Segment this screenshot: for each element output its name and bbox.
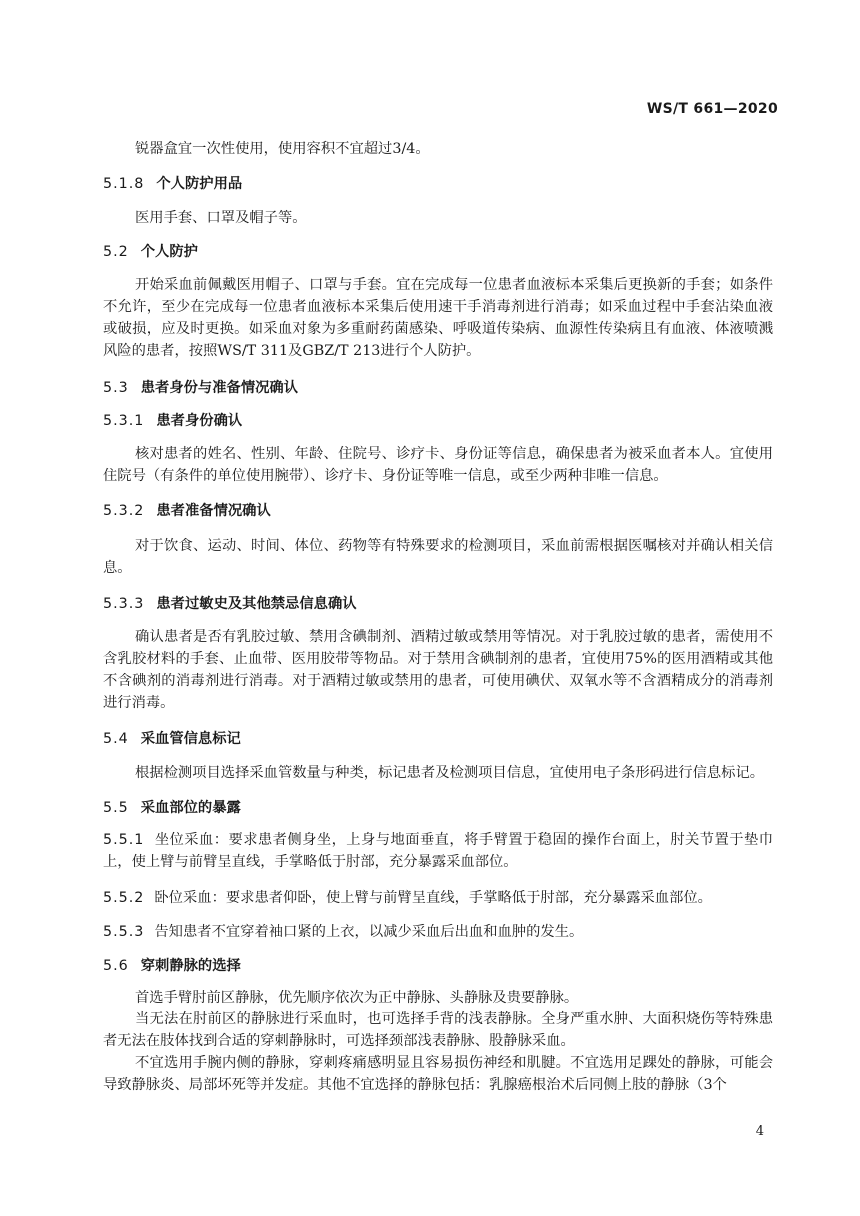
section-number: 5.3.1 — [103, 413, 145, 429]
paragraph: 开始采血前佩戴医用帽子、口罩与手套。宜在完成每一位患者血液标本采集后更换新的手套；如条件不允许，至少在完成每一位患者血液标本采集后使用速干手消毒剂进行消毒；如采血过程中手套沾染血液或破损，应及时更换。如采血对象为多重耐药菌感染、呼吸道传染病、血源性传染病且有血液、体液喷溅风险的患者，按照WS/T 311及GBZ/T 213进行个人防护。 — [103, 277, 773, 359]
section-title: 患者过敏史及其他禁忌信息确认 — [156, 596, 357, 612]
paragraph: 对于饮食、运动、时间、体位、药物等有特殊要求的检测项目，采血前需根据医嘱核对并确认相关信息。 — [103, 538, 773, 576]
clause-number: 5.5.1 — [103, 832, 145, 848]
section-title: 患者准备情况确认 — [156, 503, 271, 519]
section-heading-5-3-3 — [103, 593, 357, 615]
section-heading-5-4 — [103, 728, 241, 750]
page-number: 4 — [755, 1124, 764, 1139]
section-number: 5.4 — [103, 731, 129, 747]
section-title: 患者身份与准备情况确认 — [140, 380, 299, 396]
section-heading-5-3 — [103, 377, 298, 399]
section-heading-5-6 — [103, 955, 241, 977]
section-heading-5-3-2 — [103, 500, 271, 522]
section-number: 5.2 — [103, 244, 129, 260]
clause-number: 5.5.3 — [103, 924, 145, 940]
section-number: 5.3.2 — [103, 503, 145, 519]
clause-5-5-2 — [103, 887, 773, 909]
section-title: 个人防护用品 — [156, 176, 243, 192]
paragraph: 医用手套、口罩及帽子等。 — [135, 210, 307, 226]
section-number: 5.5 — [103, 800, 129, 816]
section-title: 个人防护 — [140, 244, 198, 260]
section-heading-5-2 — [103, 241, 198, 263]
paragraph: 不宜选用手腕内侧的静脉，穿刺疼痛感明显且容易损伤神经和肌腱。不宜选用足踝处的静脉，可能会导致静脉炎、局部坏死等并发症。其他不宜选择的静脉包括：乳腺癌根治术后同侧上肢的静脉（3个 — [103, 1055, 773, 1093]
clause-5-5-3 — [103, 921, 773, 943]
standard-code: WS/T 661—2020 — [646, 101, 778, 117]
paragraph: 确认患者是否有乳胶过敏、禁用含碘制剂、酒精过敏或禁用等情况。对于乳胶过敏的患者，需使用不含乳胶材料的手套、止血带、医用胶带等物品。对于禁用含碘制剂的患者，宜使用75%的医用酒精或其他不含碘剂的消毒剂进行消毒。对于酒精过敏或禁用的患者，可使用碘伏、双氧水等不含酒精成分的消毒剂进行消毒。 — [103, 629, 773, 711]
section-heading-5-1-8 — [103, 173, 242, 195]
section-title: 患者身份确认 — [156, 413, 243, 429]
section-title: 采血管信息标记 — [140, 731, 241, 747]
section-heading-5-5 — [103, 797, 241, 819]
clause-text: 告知患者不宜穿着袖口紧的上衣，以减少采血后出血和血肿的发生。 — [154, 924, 584, 940]
section-number: 5.3.3 — [103, 596, 145, 612]
section-heading-5-3-1 — [103, 410, 242, 432]
clause-text: 坐位采血：要求患者侧身坐，上身与地面垂直，将手臂置于稳固的操作台面上，肘关节置于垫巾上，使上臂与前臂呈直线，手掌略低于肘部，充分暴露采血部位。 — [103, 832, 773, 870]
paragraph: 锐器盒宜一次性使用，使用容积不宜超过3/4。 — [135, 141, 430, 157]
section-number: 5.1.8 — [103, 176, 145, 192]
section-title: 采血部位的暴露 — [140, 800, 241, 816]
paragraph: 首选手臂肘前区静脉，优先顺序依次为正中静脉、头静脉及贵要静脉。 — [135, 990, 579, 1006]
section-number: 5.3 — [103, 380, 129, 396]
section-title: 穿刺静脉的选择 — [140, 958, 241, 974]
clause-number: 5.5.2 — [103, 890, 145, 906]
paragraph: 根据检测项目选择采血管数量与种类，标记患者及检测项目信息，宜使用电子条形码进行信息标记。 — [135, 765, 765, 781]
section-number: 5.6 — [103, 958, 129, 974]
clause-5-5-1 — [103, 829, 773, 873]
paragraph: 核对患者的姓名、性别、年龄、住院号、诊疗卡、身份证等信息，确保患者为被采血者本人。宜使用住院号（有条件的单位使用腕带）、诊疗卡、身份证等唯一信息，或至少两种非唯一信息。 — [103, 446, 773, 484]
clause-text: 卧位采血：要求患者仰卧，使上臂与前臂呈直线，手掌略低于肘部，充分暴露采血部位。 — [154, 890, 712, 906]
paragraph: 当无法在肘前区的静脉进行采血时，也可选择手背的浅表静脉。全身严重水肿、大面积烧伤等特殊患者无法在肢体找到合适的穿刺静脉时，可选择颈部浅表静脉、股静脉采血。 — [103, 1011, 773, 1049]
